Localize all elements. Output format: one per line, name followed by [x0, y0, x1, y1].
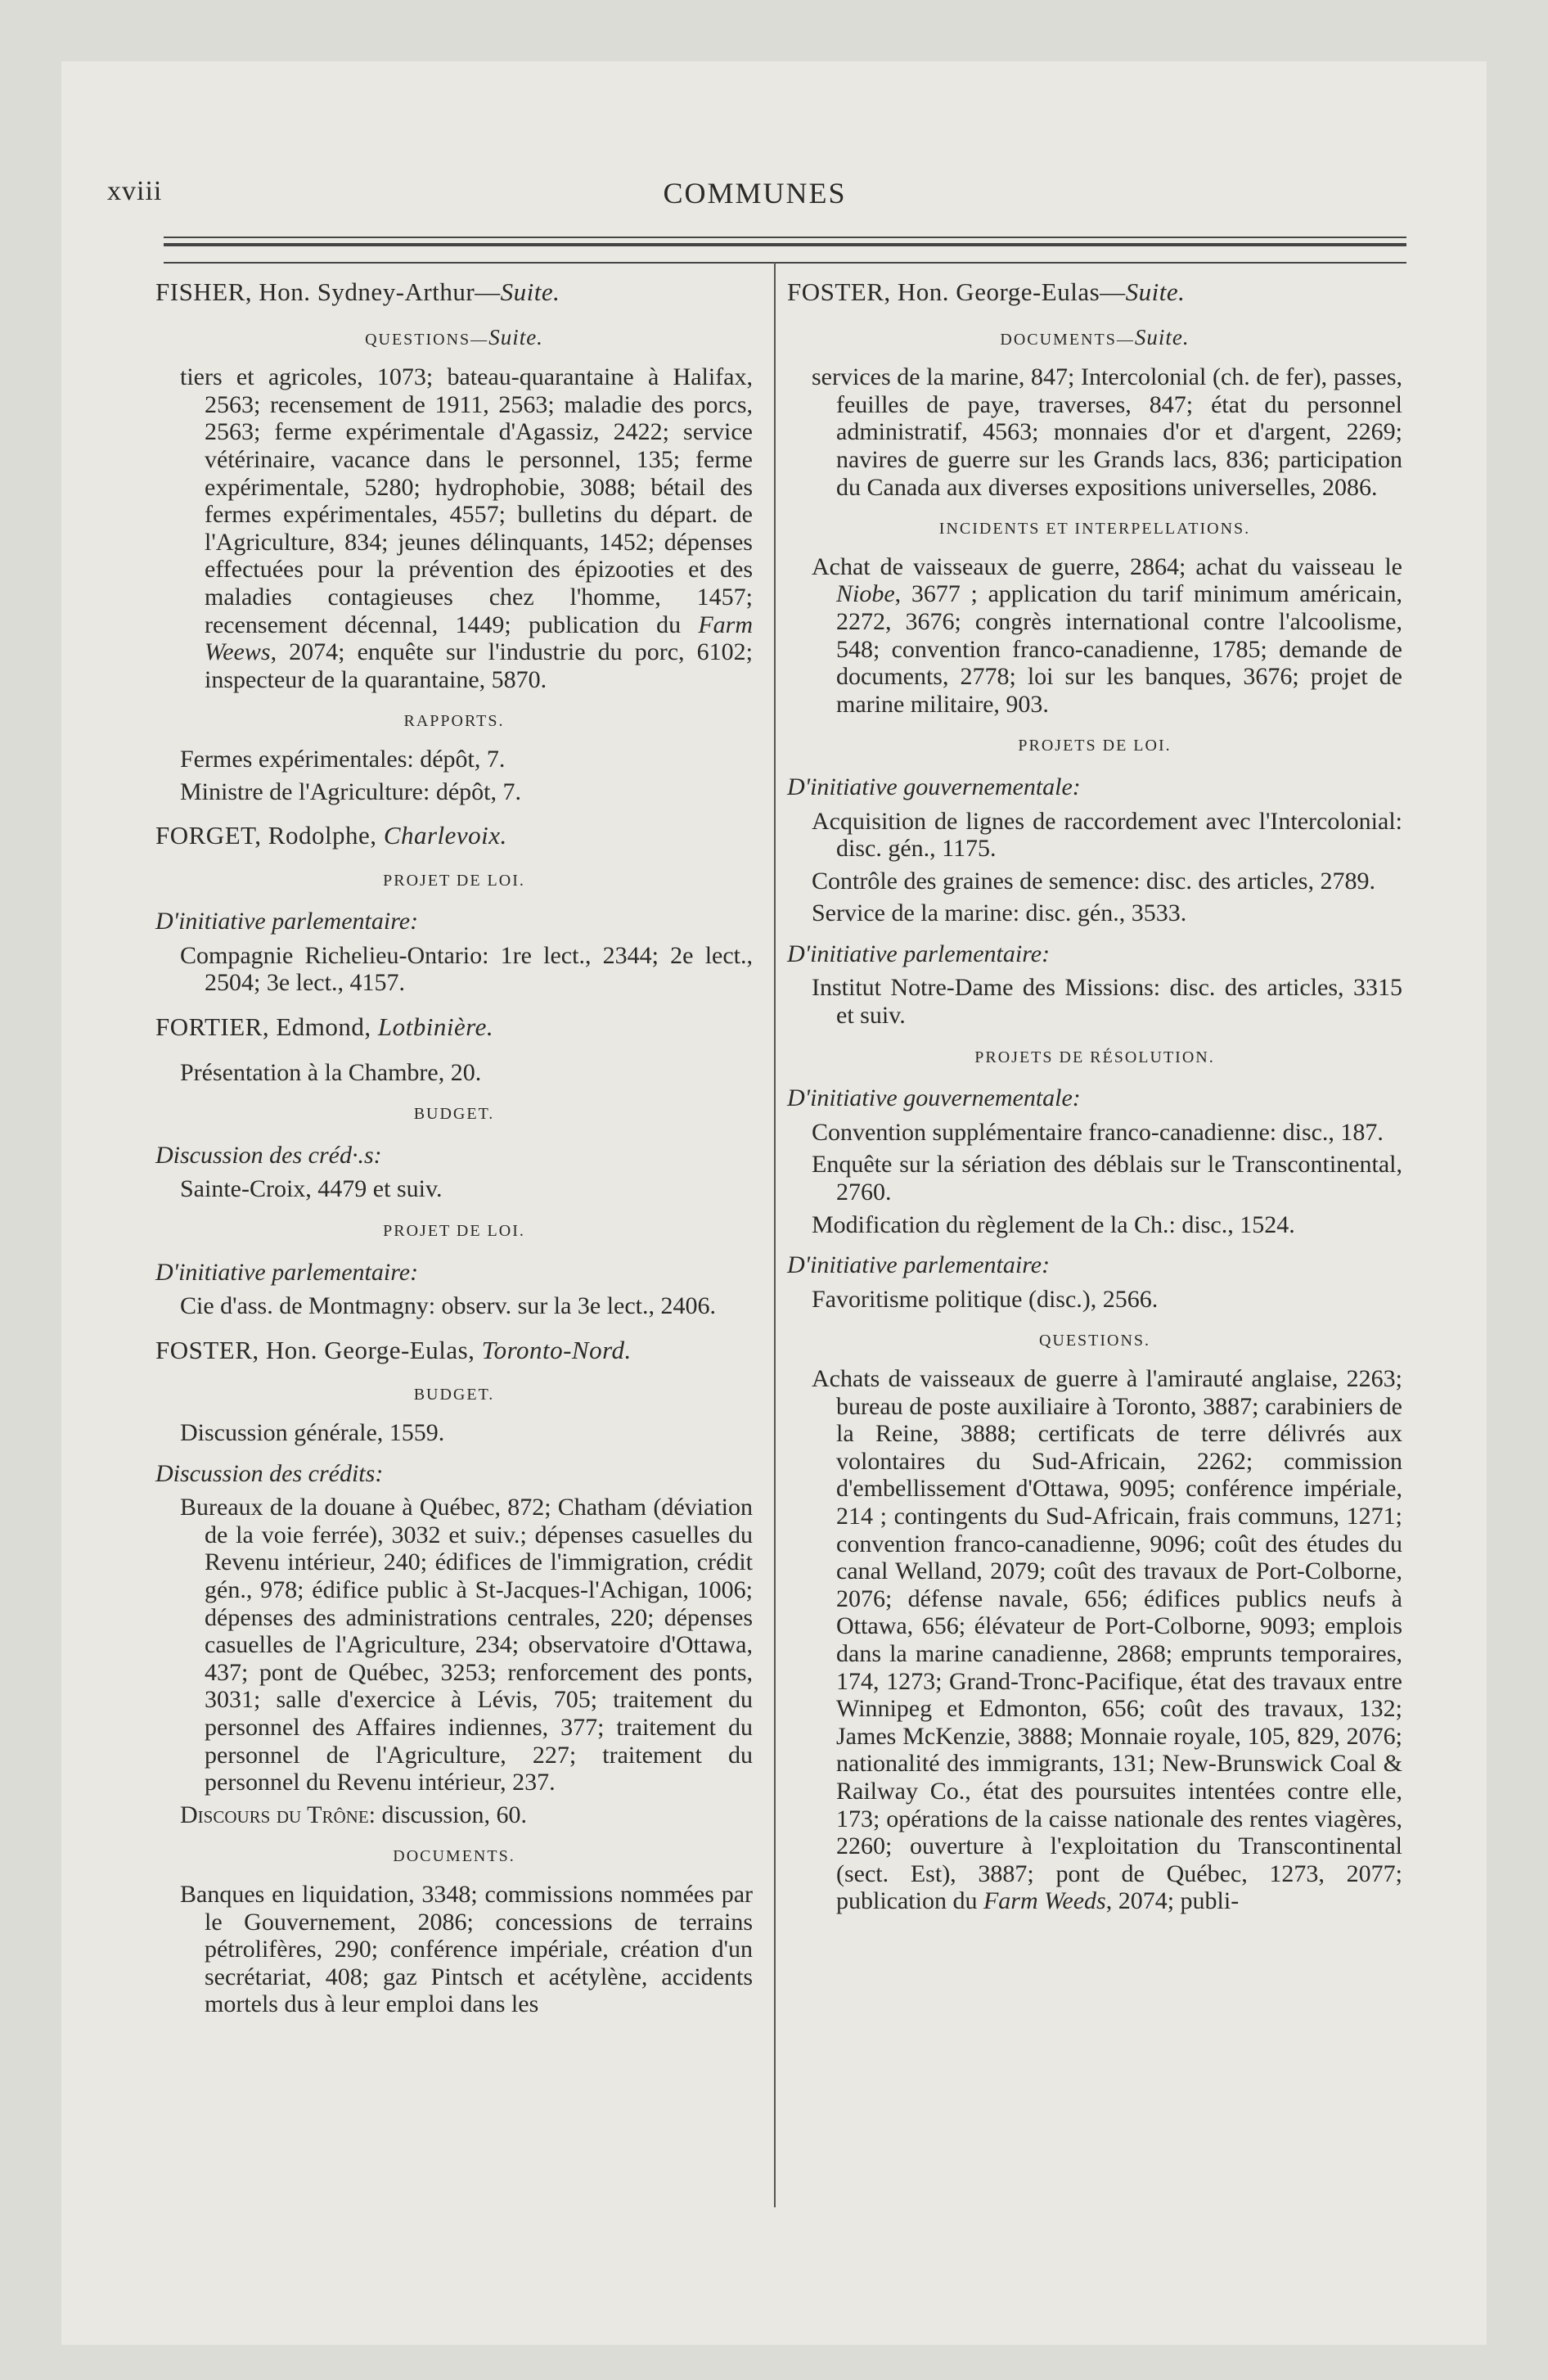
entry-riding: Charlevoix.	[383, 821, 507, 850]
text-run-italic: Niobe	[836, 580, 895, 608]
section-heading-suite: Suite.	[1134, 324, 1190, 349]
section-heading-text: QUESTIONS—	[365, 330, 489, 349]
text-run: , 2074; publi-	[1105, 1887, 1240, 1915]
rapport-item: Fermes expérimentales: dépôt, 7.	[180, 745, 506, 773]
section-heading-projet-loi: PROJET DE LOI.	[383, 1222, 525, 1241]
text-run-italic: Farm Weews	[205, 611, 753, 666]
text-run: Achats de vaisseaux de guerre à l'amirauté anglaise, 2263; bureau de poste auxiliaire à Toronto, 3887; carabiniers de la Reine, 3888; certificats de terre délivrés aux volontaires du Sud-Africain, 2262; commission d'embellissement d'Ottawa, 9095; conférence impériale, 214 ; contingents du Sud-Africain, frais communs, 1271; convention franco-canadienne, 9096; coût des études du canal Welland, 2079; coût des travaux de Port-Colborne, 2076; défense navale, 656; édifices publics neufs à Ottawa, 656; élévateur de Port-Colborne, 9093; emplois dans la marine canadienne, 2868; emprunts temporaires, 174, 1273; Grand-Tronc-Pacifique, état des travaux entre Winnipeg et Edmonton, 656; coût des travaux, 132; James McKenzie, 3888; Monnaie royale, 105, 829, 2076; nationalité des immigrants, 131; New-Brunswick Coal & Railway Co., état des poursuites intentées contre elle, 173; opérations de la caisse nationale des rentes viagères, 2260; ouverture à l'exploitation du Transcontinental (sect. Est), 3887; pont de Québec, 1273, 2077; publication du	[812, 1365, 1402, 1915]
initiative-label: D'initiative parlementaire:	[155, 908, 419, 935]
text-run: , 2074; enquête sur l'industrie du porc, 6102; inspecteur de la quarantaine, 5870.	[205, 638, 753, 693]
projet-item: Service de la marine: disc. gén., 3533.	[812, 899, 1187, 927]
column-divider	[774, 262, 776, 2207]
header-rule-bottom	[164, 262, 1406, 264]
entry-fortier	[155, 1013, 753, 1041]
projet-item: Contrôle des graines de semence: disc. des articles, 2789.	[812, 867, 1375, 895]
entry-foster-suite	[787, 278, 1402, 306]
section-heading-budget: BUDGET.	[413, 1386, 495, 1404]
text-run: Achat de vaisseaux de guerre, 2864; achat du vaisseau le	[812, 552, 1402, 580]
section-heading-text: DOCUMENTS—	[1000, 330, 1135, 349]
section-heading-resolution: PROJETS DE RÉSOLUTION.	[974, 1048, 1215, 1066]
section-heading-projet-loi: PROJET DE LOI.	[383, 871, 525, 890]
foster-discussion-generale: Discussion générale, 1559.	[180, 1419, 445, 1446]
section-heading-rapports: RAPPORTS.	[403, 712, 505, 731]
section-heading-questions	[155, 324, 753, 354]
text-run: , 3677 ; application du tarif minimum américain, 2272, 3676; congrès international contre l'alcoolisme, 548; convention franco-canadienne, 1785; demande de documents, 2778; loi sur les banques, 3676; projet de marine militaire, 903.	[836, 580, 1402, 718]
foster-incidents-text	[812, 553, 1402, 719]
resolution-item: Favoritisme politique (disc.), 2566.	[812, 1285, 1159, 1313]
initiative-label: D'initiative parlementaire:	[787, 940, 1051, 967]
entry-foster	[155, 1336, 753, 1364]
foster-credits-text: Bureaux de la douane à Québec, 872; Chatham (déviation de la voie ferrée), 3032 et suiv.; dépenses casuelles du Revenu intérieur, 240; édifices de l'immigration, crédit gén., 978; édifice public à St-Jacques-l'Achigan, 1006; dépenses des administrations centrales, 220; dépenses casuelles de l'Agriculture, 234; observatoire d'Ottawa, 437; pont de Québec, 3253; renforcement des ponts, 3031; salle d'exercice à Lévis, 705; traitement du personnel des Affaires indiennes, 377; traitement du personnel de l'Agriculture, 227; traitement du personnel du Revenu intérieur, 237.	[180, 1494, 753, 1796]
entry-forget	[155, 822, 753, 850]
fortier-credits-text: Sainte-Croix, 4479 et suiv.	[180, 1175, 443, 1203]
projet-item: Acquisition de lignes de raccordement avec l'Intercolonial: disc. gén., 1175.	[812, 807, 1402, 863]
section-heading-questions: QUESTIONS.	[1038, 1332, 1151, 1350]
entry-name: FOSTER, Hon. George-Eulas,	[155, 1335, 482, 1364]
entry-name: FOSTER, Hon. George-Eulas—	[787, 277, 1126, 306]
foster-documents-suite-text: services de la marine, 847; Intercolonial (ch. de fer), passes, feuilles de paye, traverses, 847; état du personnel administratif, 4563; monnaies d'or et d'argent, 2269; navires de guerre sur les Grands lacs, 836; participation du Canada aux diverses expositions universelles, 2086.	[812, 363, 1402, 501]
initiative-label: D'initiative parlementaire:	[787, 1251, 1051, 1279]
projet-item: Institut Notre-Dame des Missions: disc. des articles, 3315 et suiv.	[812, 974, 1402, 1030]
entry-name: FORGET, Rodolphe,	[155, 821, 384, 850]
initiative-label: D'initiative parlementaire:	[155, 1258, 419, 1286]
right-column	[787, 278, 1402, 1920]
entry-name: FISHER, Hon. Sydney-Arthur—	[155, 277, 501, 306]
fortier-presentation: Présentation à la Chambre, 20.	[180, 1058, 482, 1086]
initiative-label: D'initiative gouvernementale:	[787, 773, 1081, 800]
section-heading-documents-suite	[787, 324, 1402, 354]
discussion-credits-label: Discussion des crédits:	[155, 1459, 384, 1487]
section-heading-projets-loi: PROJETS DE LOI.	[1018, 737, 1172, 755]
entry-suite: Suite.	[500, 277, 560, 306]
resolution-item: Modification du règlement de la Ch.: disc., 1524.	[812, 1210, 1295, 1238]
discussion-credits-label: Discussion des créd·.s:	[155, 1141, 382, 1169]
page-number: xviii	[107, 176, 163, 206]
fortier-projet-text: Cie d'ass. de Montmagny: observ. sur la 3e lect., 2406.	[180, 1292, 717, 1320]
header-rule-thick	[164, 243, 1406, 246]
left-column	[155, 278, 753, 2023]
entry-suite: Suite.	[1125, 277, 1186, 306]
foster-questions-text	[812, 1365, 1402, 1915]
section-heading-budget: BUDGET.	[413, 1105, 495, 1124]
entry-riding: Toronto-Nord.	[481, 1335, 632, 1364]
entry-fisher	[155, 278, 753, 306]
header-rule-top	[164, 237, 1406, 238]
entry-riding: Lotbinière.	[377, 1012, 494, 1042]
initiative-label: D'initiative gouvernementale:	[787, 1084, 1081, 1112]
section-heading-suite: Suite.	[488, 324, 543, 349]
page-header	[107, 176, 1402, 217]
discours-text: : discussion, 60.	[368, 1801, 528, 1828]
fisher-questions-text	[180, 363, 753, 693]
section-heading-documents: DOCUMENTS.	[393, 1847, 515, 1866]
resolution-item: Convention supplémentaire franco-canadienne: disc., 187.	[812, 1118, 1384, 1146]
foster-discours	[180, 1801, 753, 1829]
resolution-item: Enquête sur la sériation des déblais sur le Transcontinental, 2760.	[812, 1151, 1402, 1206]
text-run: tiers et agricoles, 1073; bateau-quarantaine à Halifax, 2563; recensement de 1911, 2563; maladie des porcs, 2563; ferme expérimentale d'Agassiz, 2422; service vétérinaire, vacance dans le personnel, 135; ferme expérimentale, 5280; hydrophobie, 3088; bétail des fermes expérimentales, 4557; bulletins du départ. de l'Agriculture, 834; jeunes délinquants, 1452; dépenses effectuées pour la prévention des épizooties et des maladies contagieuses chez l'homme, 1457; recensement décennal, 1449; publication du	[180, 363, 753, 638]
running-head: COMMUNES	[663, 177, 847, 210]
rapport-item: Ministre de l'Agriculture: dépôt, 7.	[180, 778, 521, 805]
discours-label: Discours du Trône	[180, 1801, 369, 1828]
text-run-italic: Farm Weeds	[983, 1887, 1106, 1915]
section-heading-incidents: INCIDENTS ET INTERPELLATIONS.	[938, 520, 1251, 539]
foster-documents-text: Banques en liquidation, 3348; commissions nommées par le Gouvernement, 2086; concessions de terrains pétrolifères, 290; conférence impériale, création d'un secrétariat, 408; gaz Pintsch et acétylène, accidents mortels dus à leur emploi dans les	[180, 1880, 753, 2018]
forget-projet-text: Compagnie Richelieu-Ontario: 1re lect., 2344; 2e lect., 2504; 3e lect., 4157.	[180, 941, 753, 997]
entry-name: FORTIER, Edmond,	[155, 1012, 378, 1042]
